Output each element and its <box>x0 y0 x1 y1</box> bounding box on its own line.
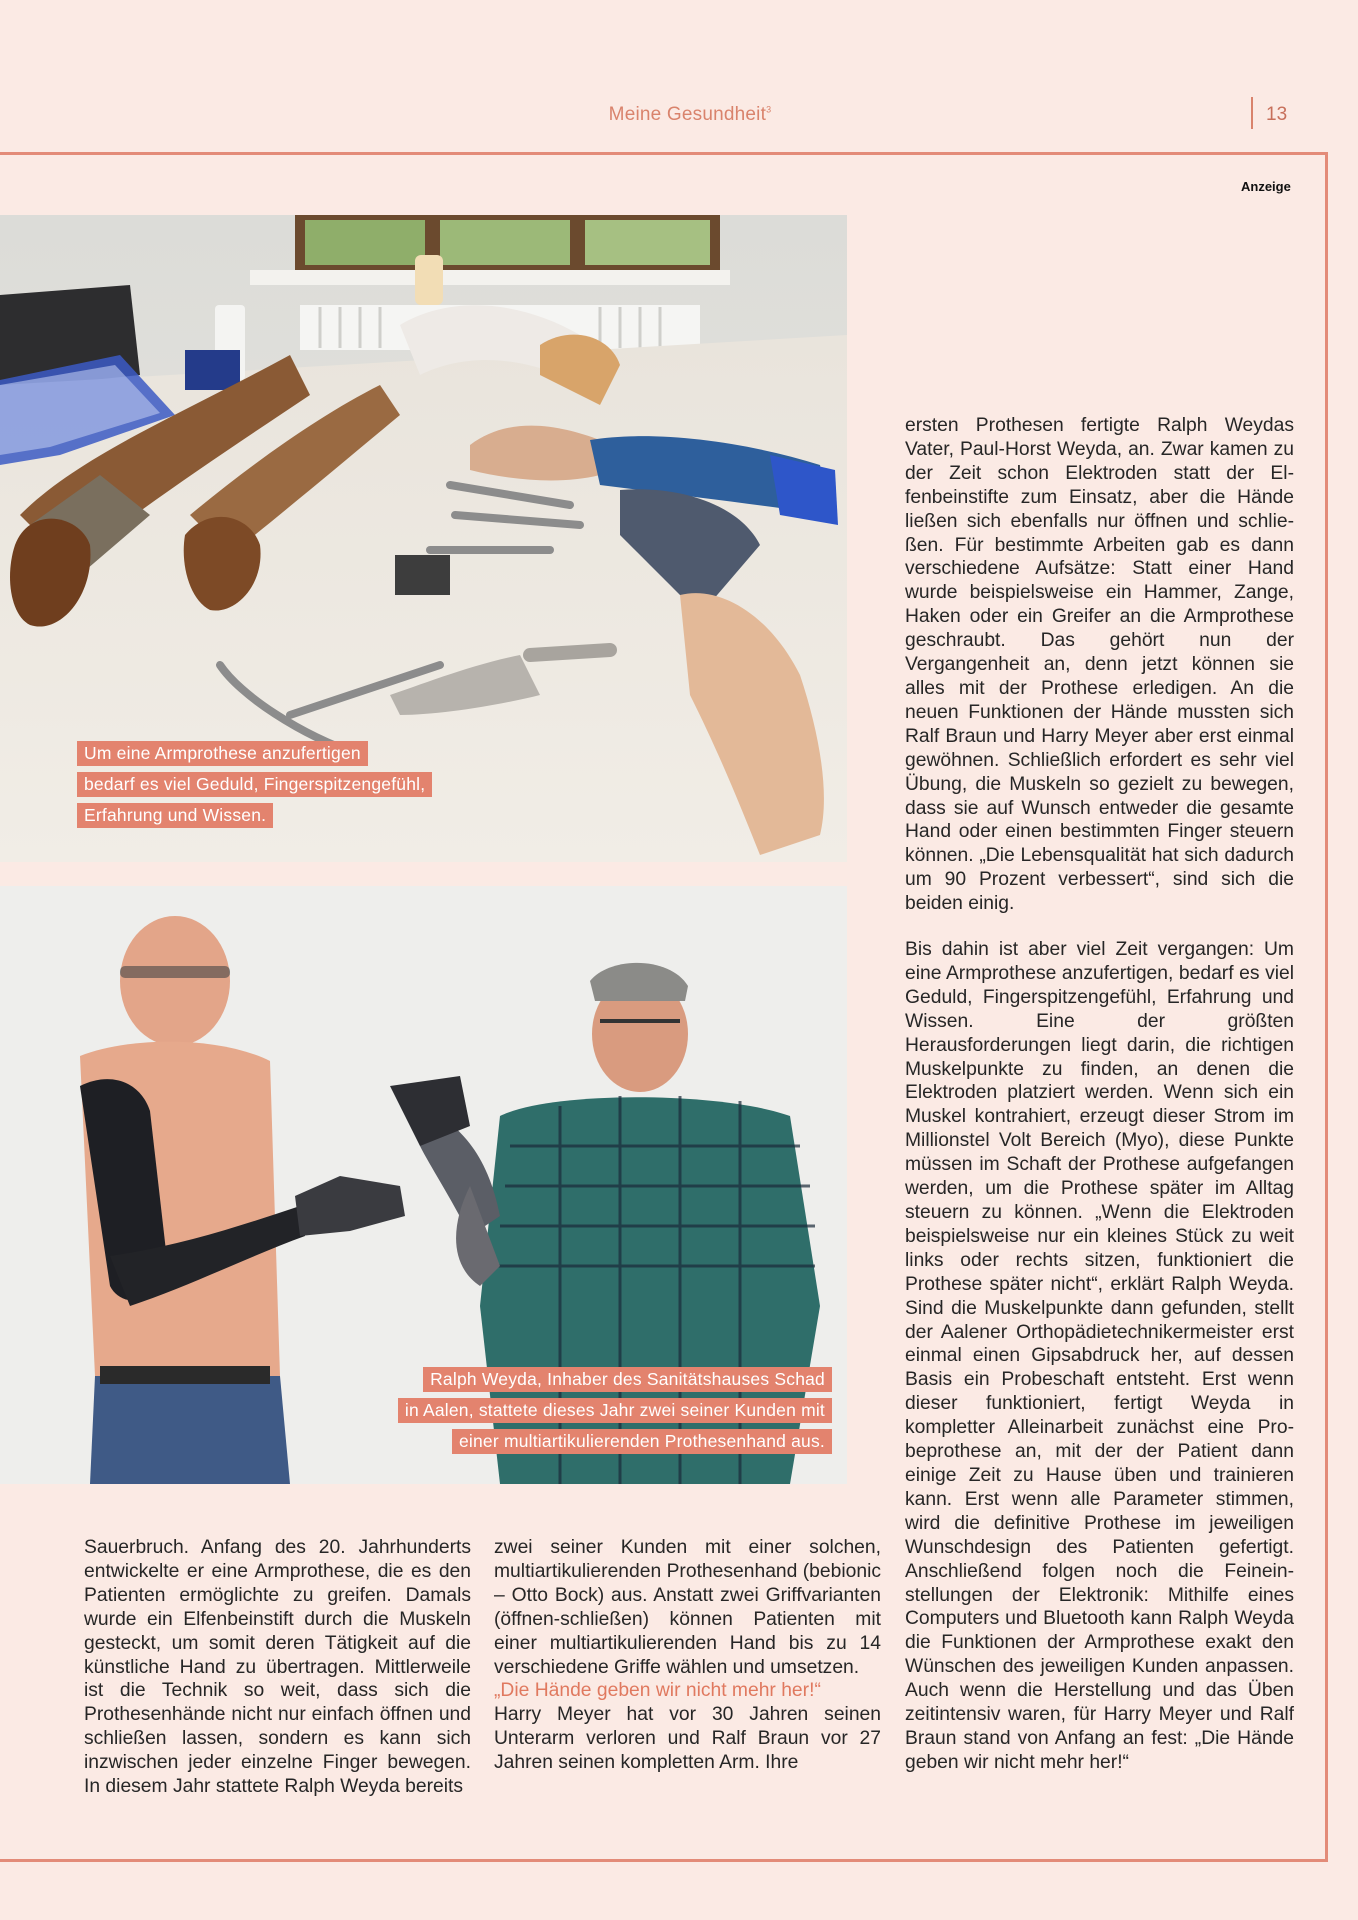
article-paragraph: Sauerbruch. Anfang des 20. Jahrhunderts entwickelte er eine Armprothese, die es den Patienten ermöglichte zu greifen. Damals wurde ein Elfenbeinstift durch die Muskeln gesteckt, um somit deren Tätigkeit auf die künstliche Hand zu übertragen. Mittlerweile ist die Technik so weit, dass sich die Prothesenhände nicht nur einfach öffnen und schließen lassen, sondern es kann sich inzwischen jeder einzelne Finger bewegen. In diesem Jahr stattete Ralph Weyda bereits <box>84 1537 471 1798</box>
frame-right-border <box>1325 152 1328 1862</box>
magazine-title: Meine Gesundheit$^3$ <box>608 104 772 125</box>
article-column-2 <box>494 1536 881 1775</box>
article-paragraph: ersten Prothesen fertigte Ralph Weydas Vater, Paul-Horst Weyda, an. Zwar kamen zu der Zeit schon Elektroden statt der Elfenbeinstifte zum Einsatz, aber die Hände ließen sich ebenfalls nur öffnen und schließen. Für bestimmte Arbeiten gab es dann verschiedene Aufsätze: Statt einer Hand wurde beispielsweise ein Hammer, Zange, Haken oder ein Greifer an die Armprothese geschraubt. Das gehört nun der Vergangenheit an, denn jetzt können sie alles mit der Prothese erledigen. An die neuen Funktionen der Hände mussten sich Ralf Braun und Harry Meyer aber erst einmal gewöhnen. Schließlich erfordert es sehr viel Übung, die Muskeln so gezielt zu bewegen, dass sie auf Wunsch entweder die gesamte Hand oder einen bestimmten Finger steuern können. „Die Lebensqualität hat sich dadurch um 90 Prozent verbessert“, sind sich die beiden einig. <box>905 415 1294 915</box>
advertisement-label: Anzeige <box>1241 179 1291 194</box>
frame-bottom-border <box>0 1859 1328 1862</box>
article-subheading: „Die Hände geben wir nicht mehr her!“ <box>494 1680 821 1702</box>
page-number: 13 <box>1266 104 1288 125</box>
article-column-3 <box>905 414 1294 1775</box>
header-divider <box>1251 97 1253 129</box>
article-paragraph: zwei seiner Kunden mit einer solchen, multiartikulierenden Prothesenhand (bebionic – Otto Bock) aus. Anstatt zwei Griffvarianten (öffnen-schließen) können Patienten mit einer multiartikulierenden Hand bis zu 14 verschiedene Griffe wählen und umsetzen. <box>494 1537 881 1678</box>
frame-top-border <box>0 152 1328 155</box>
article-paragraph: Harry Meyer hat vor 30 Jahren seinen Unterarm verloren und Ralf Braun vor 27 Jahren seinen kompletten Arm. Ihre <box>494 1704 881 1774</box>
article-paragraph: Bis dahin ist aber viel Zeit vergangen: Um eine Armprothese anzufertigen, bedarf es viel Geduld, Fingerspitzengefühl, Erfahrung und Wissen. Eine der größten Herausforderungen liegt darin, die richtigen Muskelpunkte zu finden, an denen die Elektroden platziert werden. Wenn sich ein Muskel kontrahiert, erzeugt dieser Strom im Millionstel Volt Bereich (Myo), diese Punkte müssen im Schaft der Prothese aufgefangen werden, um die Prothese später im Alltag steuern zu können. „Wenn die Elektroden beispielsweise nur ein kleines Stück zu weit links oder rechts sitzen, funktioniert die Prothese später nicht“, erklärt Ralph Weyda. Sind die Muskelpunkte dann gefunden, stellt der Aalener Orthopädietechnikermeister erst einmal einen Gipsabdruck her, auf dessen Basis ein Probeschaft entsteht. Erst wenn dieser funktioniert, fertigt Weyda in kompletter Alleinarbeit zunächst eine Probeprothese an, mit der der Patient dann einige Zeit zu Hause üben und trainieren kann. Erst wenn alle Parameter stimmen, wird die definitive Prothese im jeweiligen Wunschdesign des Patienten gefertigt. Anschließend folgen noch die Feineinstellungen der Elektronik: Mithilfe eines Computers und Bluetooth kann Ralph Weyda die Funktionen der Armprothese exakt den Wünschen des jeweiligen Kunden anpassen. Auch wenn die Herstellung und das Üben zeitintensiv waren, für Harry Meyer und Ralf Braun stand von Anfang an fest: „Die Hände geben wir nicht mehr her!“ <box>905 939 1294 1773</box>
photo1-caption: Um eine Armprothese anzufertigen bedarf es viel Geduld, Fingerspitzengefühl, Erfahrung und Wissen. <box>77 741 432 828</box>
article-column-1 <box>84 1536 471 1799</box>
photo2-caption: Ralph Weyda, Inhaber des Sanitätshauses Schad in Aalen, stattete dieses Jahr zwei seiner Kunden mit einer multiartikulierenden Prothesenhand aus. <box>398 1367 832 1454</box>
